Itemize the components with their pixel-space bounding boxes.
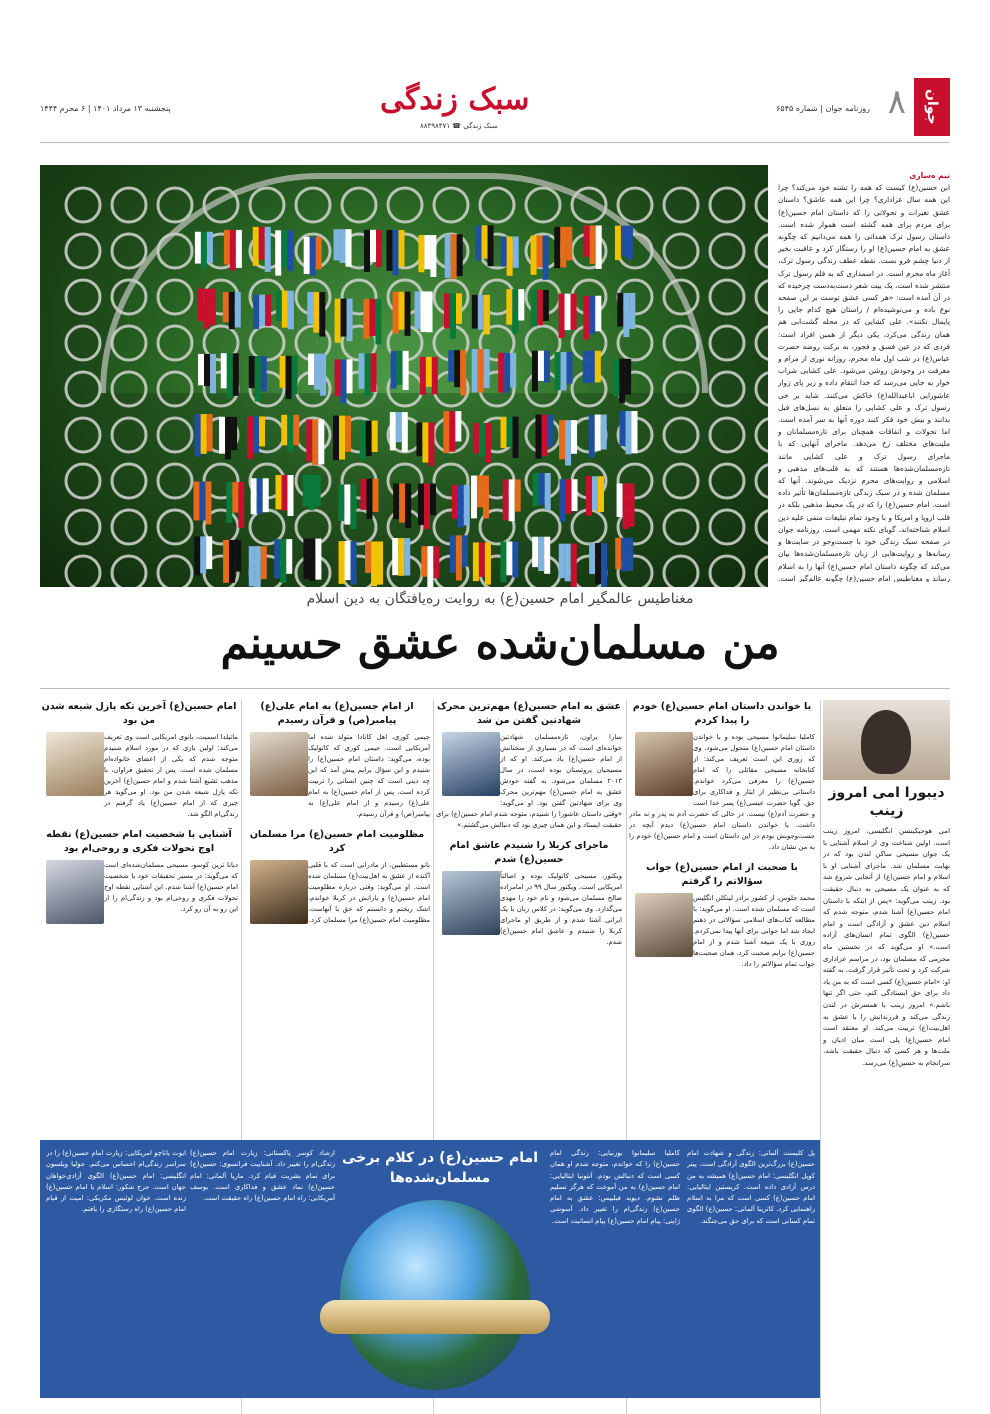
article-text: کاملیا سلیمانوا مسیحی بوده و با خواندن داستان امام حسین(ع) متحول می‌شود. وی که روزی این است تعریف می‌کند: از کتابخانه مسیحی مقاتلی را که امام حسین(ع) را معرفی می‌کرد خواندم. داستانی بی‌نظیر از ایثار و فداکاری برای حق. گویا حضرت عیسی(ع) پسر خدا است و حضرت آدم(ع) نیست. در حالی که حضرت آدم نه پدر و نه مادر داشت. با خواندن داستان امام حسین(ع) دیدم آنچه در جست‌وجویش بودم در این داستان است و امام حسین(ع) خودم را به من نشان داد. bbox=[629, 733, 815, 851]
article-text: ماتیلدا اسمیت، بانوی امریکایی است وی تعریف می‌کند: اولین بازی که در مورد اسلام شنیدم متوجه شدم که یکی از اعضای خانواده‌ام مسلمان شده است. پس از تحقیق فراوان، با مذهب تشیع آشنا شدم و امام حسین(ع) آخرین تکه پازل شیعه شدن من بود. او می‌گوید هر چیزی که از امام حسین(ع) یاد گرفتم در زندگی‌ام الگو شد. bbox=[104, 733, 238, 818]
quotes-box bbox=[40, 1140, 820, 1398]
interviewee-name: دیبورا امی امروز زینب bbox=[828, 785, 945, 819]
page-title: من مسلمان‌شده عشق حسینم bbox=[220, 618, 780, 669]
newspaper-logo[interactable]: جوان bbox=[914, 78, 950, 136]
interviewee-text: امی هوجیکینسن انگلیسی، امروز زینب است. اولین شناخت وی از اسلام آشنایی با یک جوان مسیحی ساکن لندن بود که در نهایت مسلمان شد. ماجرای آشنایی او با اسلام و امام حسین(ع) از آنجایی شروع شد که به عنوان یک مسیحی به دنبال حقیقت بود. زینب می‌گوید: «پس از اینکه با داستان امام حسین(ع) آشنا شدم، متوجه شدم که اسلام دین عشق و آزادگی است و امام حسین(ع) الگوی تمام انسان‌های آزاده است.» او می‌گوید که در نخستین ماه محرمی که مسلمان بود، در مراسم عزاداری شرکت کرد و تحت تأثیر قرار گرفت. به گفته او: «امام حسین(ع) کسی است که به من یاد داد برای حق ایستادگی کنم، حتی اگر تنها باشم.» امروز زینب با همسرش در لندن زندگی می‌کند و فرزندانش را با عشق به اهل‌بیت(ع) تربیت می‌کند. او معتقد است امام حسین(ع) پلی است میان ادیان و ملت‌ها و هر کسی که دنبال حقیقت باشد، سرانجام به حسین(ع) می‌رسد. bbox=[823, 827, 950, 1067]
article-portrait bbox=[442, 871, 500, 935]
article-portrait bbox=[46, 860, 104, 924]
date-line: پنجشنبه ۱۳ مرداد ۱۴۰۱ | ۶ محرم ۱۴۴۴ bbox=[40, 104, 171, 113]
headline-divider bbox=[40, 688, 950, 689]
masthead-divider bbox=[40, 142, 950, 143]
article-title: از امام حسین(ع) به امام علی(ع) پیامبر(ص) و قرآن رسیدم bbox=[260, 701, 414, 726]
article-text: سارا براون، تازه‌مسلمان شهادتین خوانده‌ای است که در بسیاری از سخنانش از امام حسین(ع) یاد می‌کند. او که از مسیحیان پروتستان بوده است، در سال ۲۰۱۳ مسلمان می‌شود. به گفته خودش عشق به امام حسین(ع) مهم‌ترین محرک وی برای شهادتین گفتن بود. او می‌گوید: «وقتی داستان عاشورا را شنیدم، متوجه شدم امام حسین(ع) برای حقیقت ایستاد و این همان چیزی بود که دنبالش می‌گشتم.» bbox=[436, 733, 622, 829]
quotes-column: پل کلیمنت آلمانی: زندگی و شهادت امام حسین(ع) بزرگ‌ترین الگوی آزادگی است. پیتر کوپل انگلیسی: امام حسین(ع) همیشه به من درس آزادی داده است. کریستین ایتالیایی: امام حسین(ع) کسی است که مرا به اسلام راهنمایی کرد. کاترینا آلمانی: حسین(ع) الگوی تمام کسانی است که برای حق می‌جنگند. bbox=[687, 1149, 815, 1225]
quotes-column: ارشاد کوسر پاکستانی: زیارت امام حسین(ع) زندگی‌ام را تغییر داد. آشناییت فرانسوی: حسین(ع) برای تمام بشریت قیام کرد. ماریا آلمانی: امام حسین(ع) نماد عشق و فداکاری است. یوسف آمریکایی: راه امام حسین(ع) راه حقیقت است. bbox=[190, 1149, 335, 1203]
lead-text: ابن حسین(ع) کیست که همه را تشنه خود می‌کند؟ چرا این همه سال عزاداری؟ چرا این همه عاشق؟ داستان عشق تغیرات و تحولاتی را که داستان امام حسین(ع) برای مردم برای همه گشته است هموار شده است. داستان رسول ترک همدانی را همه می‌دانیم که چگونه عشق به امام حسین(ع) او را رستگار کرد و عاقبت بخیر از دنیا چشم فرو بست. نقطه عطف زندگی رسول ترک، آغاز ماه محرم است. در اسمداری که به قلم رسول ترک منتشر شده است، یک بیت شعر دست‌به‌دست چرخیده که در آن آمده است: «هر کسی عشق توست بر این صفحه نوع باده و می‌نوشیده‌ام / راستان هیچ کدام جایی را پایمال نکنند». علی کشایی که در محله گشت‌ابی هم همان زندگی می‌کرد، یکی دیگر از همین افراد است: فردی که در عین فسق و فجور، به برکت روضه حضرت عباس(ع) در شب اول ماه محرم، روزانه نوری از مرام و معرفت در وجودش روشن می‌شود. علی کشایی شراب خوار به جایی می‌رسد که خدا انتقام داده و زیر پای زوار عاشورایی ابا‌عبدالله(ع) خاکش می‌کنند. شاید بر خی رسول ترک و علی کشایی را متعلق به نسل‌های قبل بدانند و بیش خود فکر کنند دوره آنها به سر آمده است. اما تحولات و اتفاقات همچنان برای تازه‌مسلمانان و ملیت‌های مختلف رخ می‌دهد. ماجرای آنهایی که با ماجرای رسول ترک و علی کشایی مانند تازه‌مسلمان‌شده‌ها هستند که به قلب‌های مذهبی و اسلامی و روایت‌های محرم نزدیک می‌شوند. آنها که مسلمان شده و در سبک زندگی تازه‌مسلمان‌ها تأثیر داده است. امام حسین(ع) را که در یک محیط مذهبی بلکه در قلب اروپا و امریکا و با وجود تمام تبلیغات منفی علیه دین اسلام شناخته‌اند، گویای نکته مهمی است. روزنامه جوان در صفحه سبک زندگی خود با جست‌وجو در سایت‌ها و رسانه‌ها و روایت‌هایی از زبان تازه‌مسلمان‌شده‌ها بیان می‌کند که چگونه داستان امام حسین(ع) آنها را به اسلام رساند و مغناطیس امام حسین(ع) چگونه عالم‌گیر است. bbox=[778, 183, 950, 582]
article-portrait bbox=[442, 732, 500, 796]
article-title: امام حسین(ع) آخرین تکه پازل شیعه شدن من بود bbox=[41, 701, 237, 726]
article-portrait bbox=[250, 860, 308, 924]
masthead bbox=[40, 78, 950, 136]
article-subtext: ویکتور، مسیحی کاتولیک بوده و اصالتاً امریکایی است. ویکتور سال ۹۹ در امامزاده صالح مسلمان می‌شود و نام خود را مهدی می‌گذارد. وی می‌گوید: در کلاس زبان با یک ایرانی آشنا شدم و از طریق او ماجرای کربلا را شنیدم و عاشق امام حسین(ع) شدم. bbox=[500, 872, 622, 946]
article-subtext: محمد جلوس، از کشور برادر لینکلن انگلیس است که مسلمان شده است. او می‌گوید: با مطالعه کتاب‌های اسلامی سؤالاتی در ذهنم ایجاد شد اما جوابی برای آنها پیدا نمی‌کردم. روزی با یک شیعه آشنا شدم و از امام حسین(ع) برایم صحبت کرد. همان صحبت‌ها جواب تمام سؤالاتم را داد. bbox=[693, 894, 815, 968]
hero-photo bbox=[40, 165, 768, 587]
scroll-illustration bbox=[320, 1300, 550, 1334]
edition-line: روزنامه جوان | شماره ۶۵۴۵ bbox=[776, 104, 870, 113]
article-subtitle: مظلومیت امام حسین(ع) مرا مسلمان کرد bbox=[249, 829, 425, 854]
lead-kicker: تیم ه‌ساری bbox=[909, 171, 950, 180]
article-portrait bbox=[46, 732, 104, 796]
article-portrait bbox=[635, 732, 693, 796]
section-logo: سبک زندگی bbox=[380, 82, 530, 117]
article-portrait bbox=[635, 893, 693, 957]
article-subtext: بانو مستطبین، از مادرانی است که با قلبی آکنده از عشق به اهل‌بیت(ع) مسلمان شده است. او می‌گوید: وقتی درباره مظلومیت امام حسین(ع) و یارانش در کربلا خواندم، اشک ریختم و دانستم که حق با آنهاست. مظلومیت امام حسین(ع) مرا مسلمان کرد. bbox=[308, 861, 430, 924]
article-title: با خواندن داستان امام حسین(ع) خودم را پیدا کردم bbox=[632, 701, 812, 726]
article-subtitle: آشنایی با شخصیت امام حسین(ع) نقطه اوج تحولات فکری و روحی‌ام بود bbox=[46, 829, 232, 854]
article-subtitle: ماجرای کربلا را شنیدم عاشق امام حسین(ع) شدم bbox=[449, 840, 609, 865]
article-title: عشق به امام حسین(ع) مهم‌ترین محرک شهادتین گفتن من شد bbox=[437, 701, 621, 726]
article-portrait bbox=[250, 732, 308, 796]
page-number: ۸ bbox=[887, 82, 906, 122]
article-subtitle: با صحبت از امام حسین(ع) جواب سؤالاتم را گرفتم bbox=[646, 862, 798, 887]
article-text: جیمی کوری، اهل کانادا متولد شده اما آمریکایی است. جیمی کوری که کاتولیک بوده، می‌گوید: داستان امام حسین(ع) را شنیدم و این سؤال برایم پیش آمد که این چه دینی است که چنین انسانی را تربیت کرده است. پس از امام حسین(ع) به امام علی(ع) رسیدم و از امام علی(ع) به پیامبر(ص) و قرآن رسیدم. bbox=[308, 733, 430, 818]
quotes-column: ایوت یاتاچو امریکایی: زیارت امام حسین(ع) را در سراسر زندگی‌ام احساس می‌کنم. جولیا ویلسون انگلیسی: امام حسین(ع) الگوی آزادی‌خواهان جهان است. جرج شکور: اسلام با امام حسین(ع) زنده است. خوان لوئیس مکزیکی: امیت از قیام امام حسین(ع) راه رستگاری را یافتم. bbox=[46, 1149, 186, 1214]
supertitle: مغناطیس عالمگیر امام حسین(ع) به روایت ره‌یافتگان به دین اسلام bbox=[306, 591, 694, 607]
section-phone: سبک زندگی ☎ ۸۸۴۹۸۴۷۱ bbox=[420, 122, 498, 130]
interviewee-sidebar bbox=[823, 700, 950, 1400]
shrine-lattice-with-flags bbox=[40, 165, 768, 587]
quotes-box-title: امام حسین(ع) در کلام برخی مسلمان‌شده‌ها bbox=[342, 1150, 538, 1186]
globe-illustration bbox=[340, 1200, 530, 1390]
interviewee-photo bbox=[823, 700, 950, 780]
column-divider bbox=[820, 700, 821, 1414]
lead-column bbox=[778, 170, 950, 582]
article-subtext: دیانا ترین کوسو، مسیحی مسلمان‌شده‌ای است که می‌گوید: در مسیر تحقیقات خود با شخصیت امام حسین(ع) آشنا شدم. این آشنایی نقطه اوج تحولات فکری و روحی‌ام بود و زندگی‌ام را از این رو به آن رو کرد. bbox=[104, 861, 238, 913]
quotes-column: کاملیا سلیمانوا بوزنیایی: زندگی امام حسین(ع) را که خواندم، متوجه شدم او همان کسی است که دنبالش بودم. آنتونیا ایتالیایی: امام حسین(ع) به من آموخت که هرگز تسلیم ظلم نشوم. دیوید فیلیپس: عشق به امام حسین(ع) زندگی‌ام را تغییر داد. آسوشی ژاپنی: پیام امام حسین(ع) پیام انسانیت است. bbox=[550, 1149, 680, 1225]
